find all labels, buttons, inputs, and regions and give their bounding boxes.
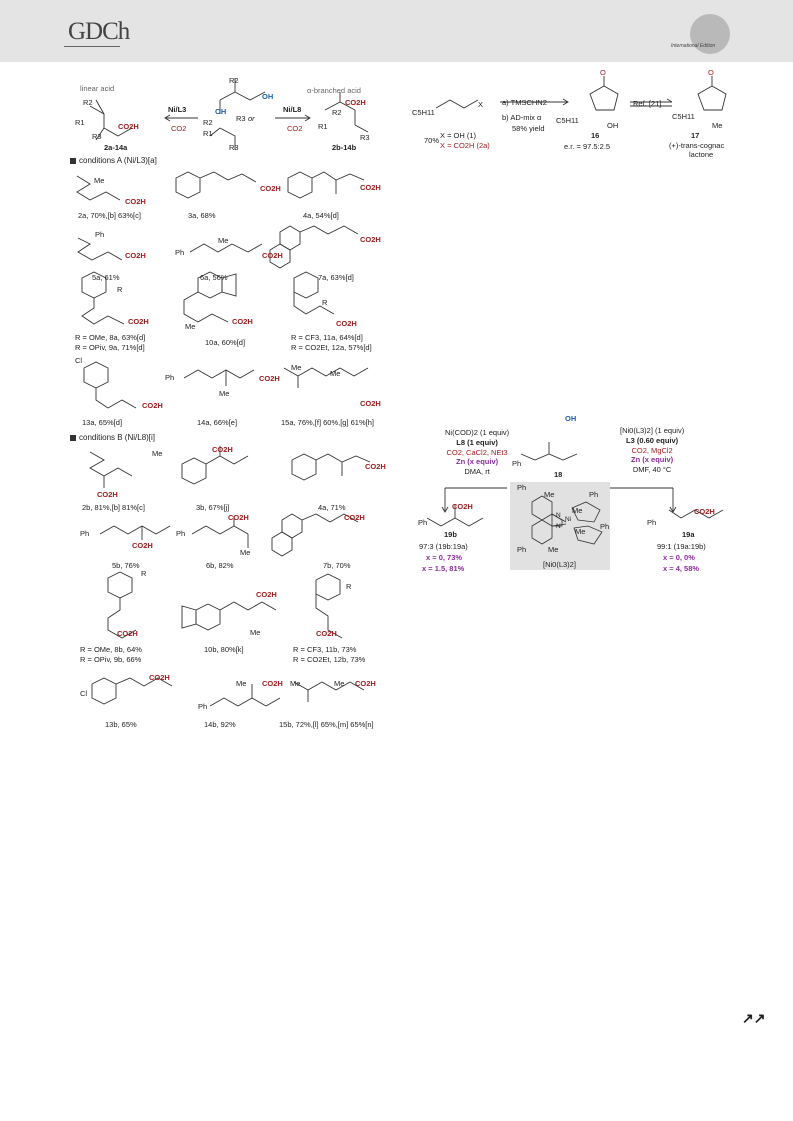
x-oh-1: X = OH (1) bbox=[440, 131, 477, 140]
ref-21: Ref. [21] bbox=[633, 99, 662, 108]
label-3b: 3b, 67%[j] bbox=[196, 503, 230, 512]
label-9a: R = OPiv, 9a, 71%[d] bbox=[75, 343, 145, 352]
me-15a-2: Me bbox=[330, 369, 341, 378]
conditions-a-structures bbox=[72, 168, 392, 438]
step-b: b) AD-mix α bbox=[502, 113, 542, 122]
co2h-15a: CO2H bbox=[360, 399, 381, 408]
co2h-8a: CO2H bbox=[128, 317, 149, 326]
label-6b: 6b, 82% bbox=[206, 561, 234, 570]
co2h-15b: CO2H bbox=[355, 679, 376, 688]
conditions-a-heading: conditions A (Ni/L3)[a] bbox=[70, 156, 157, 165]
r2-label-substrate: R2 bbox=[229, 76, 239, 85]
co2-left: CO2 bbox=[171, 124, 187, 133]
r3-label-branched: R3 bbox=[360, 133, 370, 142]
label-4a-b: 4a, 71% bbox=[318, 503, 346, 512]
me-2b: Me bbox=[152, 449, 163, 458]
left-conditions: Ni(COD)2 (1 equiv) L8 (1 equiv) CO2, CaCl2, NEt3 Zn (x equiv) DMA, rt bbox=[445, 428, 510, 476]
cognac-name: (+)-trans-cognac bbox=[669, 141, 725, 150]
oh-18: OH bbox=[565, 414, 577, 423]
label-7a: 7a, 63%[d] bbox=[318, 273, 354, 282]
n-complex-2: N bbox=[556, 523, 561, 530]
co2h-linear: CO2H bbox=[118, 122, 139, 131]
co2-right: CO2 bbox=[287, 124, 303, 133]
label-8a: R = OMe, 8a, 63%[d] bbox=[75, 333, 146, 342]
r-11b: R bbox=[346, 582, 352, 591]
co2h-5a: CO2H bbox=[125, 251, 146, 260]
co2h-2b: CO2H bbox=[97, 490, 118, 499]
co2h-7b: CO2H bbox=[344, 513, 365, 522]
label-19b: 19b bbox=[444, 530, 457, 539]
conditions-b-heading: conditions B (Ni/L8)[i] bbox=[70, 433, 155, 442]
co2h-11a: CO2H bbox=[336, 319, 357, 328]
label-14a: 14a, 66%[e] bbox=[197, 418, 238, 427]
complex-label: [Ni0(L3)2] bbox=[543, 560, 576, 569]
co2h-14a: CO2H bbox=[259, 374, 280, 383]
right-conditions: [Ni0(L3)2] (1 equiv) L3 (0.60 equiv) CO2, MgCl2 Zn (x equiv) DMF, 40 °C bbox=[620, 426, 685, 474]
co2h-19b: CO2H bbox=[452, 502, 473, 511]
ph-14a: Ph bbox=[165, 373, 175, 382]
co2h-branched: CO2H bbox=[345, 98, 366, 107]
x-19b-1: x = 0, 73% bbox=[426, 553, 463, 562]
x-19b-2: x = 1.5, 81% bbox=[422, 564, 465, 573]
me-complex-1: Me bbox=[544, 490, 555, 499]
label-10a: 10a, 60%[d] bbox=[205, 338, 246, 347]
oh-16: OH bbox=[607, 121, 619, 130]
ph-5b: Ph bbox=[80, 529, 90, 538]
label-3a: 3a, 68% bbox=[188, 211, 216, 220]
er-16: e.r. = 97.5:2.5 bbox=[564, 142, 611, 151]
me-17: Me bbox=[712, 121, 723, 130]
step-a: a) TMSCHN2 bbox=[502, 98, 547, 107]
co2h-13b: CO2H bbox=[149, 673, 170, 682]
r-11a: R bbox=[322, 298, 328, 307]
journal-header bbox=[0, 0, 793, 62]
r2-label-linear: R2 bbox=[83, 98, 93, 107]
ph-19a: Ph bbox=[647, 518, 657, 527]
logo-underline bbox=[64, 46, 120, 47]
co2h-8b: CO2H bbox=[117, 629, 138, 638]
ph-19b: Ph bbox=[418, 518, 428, 527]
ratio-19b: 97:3 (19b:19a) bbox=[419, 542, 468, 551]
ph-18: Ph bbox=[512, 459, 522, 468]
next-page-arrow-icon[interactable]: ↗↗ bbox=[742, 1010, 766, 1026]
label-2a: 2a, 70%,[b] 63%[c] bbox=[78, 211, 141, 220]
catalyst-right: Ni/L8 bbox=[283, 105, 302, 114]
ph-6a: Ph bbox=[175, 248, 185, 257]
r1-label-substrate: R1 bbox=[203, 129, 213, 138]
oh-label-substrate-2: OH bbox=[215, 107, 227, 116]
label-15b: 15b, 72%,[l] 65%,[m] 65%[n] bbox=[279, 720, 374, 729]
c5h11-16: C5H11 bbox=[556, 116, 579, 125]
me-complex-4: Me bbox=[548, 545, 559, 554]
me-14b: Me bbox=[236, 679, 247, 688]
co2h-2a: CO2H bbox=[125, 197, 146, 206]
me-15a-1: Me bbox=[291, 363, 302, 372]
r1-label-linear: R1 bbox=[75, 118, 85, 127]
label-11a: R = CF3, 11a, 64%[d] bbox=[291, 333, 363, 342]
label-12a: R = CO2Et, 12a, 57%[d] bbox=[291, 343, 372, 352]
label-11b: R = CF3, 11b, 73% bbox=[293, 645, 357, 654]
n-complex-1: N bbox=[556, 512, 561, 519]
me-10b: Me bbox=[250, 628, 261, 637]
co2h-10b: CO2H bbox=[256, 590, 277, 599]
x-label: X bbox=[478, 100, 484, 109]
me-15b-1: Me bbox=[290, 679, 301, 688]
ph-complex-3: Ph bbox=[600, 522, 610, 531]
ph-complex-2: Ph bbox=[589, 490, 599, 499]
co2h-5b: CO2H bbox=[132, 541, 153, 550]
pct-70: 70% bbox=[424, 136, 440, 145]
or-label: or bbox=[248, 114, 255, 123]
me-complex-3: Me bbox=[575, 527, 586, 536]
top-reaction-structures bbox=[70, 70, 450, 170]
label-8b: R = OMe, 8b, 64% bbox=[80, 645, 142, 654]
label-2b: 2b, 81%,[b] 81%[c] bbox=[82, 503, 145, 512]
label-12b: R = CO2Et, 12b, 73% bbox=[293, 655, 366, 664]
ph-14b: Ph bbox=[198, 702, 208, 711]
label-13a: 13a, 65%[d] bbox=[82, 418, 123, 427]
x-19a-2: x = 4, 58% bbox=[663, 564, 700, 573]
me-2a: Me bbox=[94, 176, 105, 185]
carbonyl-o-16: O bbox=[600, 68, 606, 77]
label-19a: 19a bbox=[682, 530, 695, 539]
r1-label-branched: R1 bbox=[318, 122, 328, 131]
r3-label-linear: R3 bbox=[92, 132, 102, 141]
product-linear-range: 2a-14a bbox=[104, 143, 128, 152]
me-6a: Me bbox=[218, 236, 229, 245]
me-14a: Me bbox=[219, 389, 230, 398]
r-8a: R bbox=[117, 285, 123, 294]
gdch-logo: GDCh bbox=[68, 18, 130, 45]
co2h-19a: CO2H bbox=[694, 507, 715, 516]
label-5b: 5b, 76% bbox=[112, 561, 140, 570]
co2h-4a: CO2H bbox=[360, 183, 381, 192]
cl-13b: Cl bbox=[80, 689, 88, 698]
catalyst-left: Ni/L3 bbox=[168, 105, 187, 114]
square-bullet-icon bbox=[70, 435, 76, 441]
ph-complex-1: Ph bbox=[517, 483, 527, 492]
label-5a: 5a, 61% bbox=[92, 273, 120, 282]
label-18: 18 bbox=[554, 470, 563, 479]
c5h11-17: C5H11 bbox=[672, 112, 695, 121]
me-10a: Me bbox=[185, 322, 196, 331]
cl-13a: Cl bbox=[75, 356, 83, 365]
me-complex-2: Me bbox=[572, 506, 583, 515]
label-4a: 4a, 54%[d] bbox=[303, 211, 339, 220]
oh-label-substrate: OH bbox=[262, 92, 274, 101]
square-bullet-icon bbox=[70, 158, 76, 164]
co2h-6b: CO2H bbox=[228, 513, 249, 522]
conditions-b-structures bbox=[72, 444, 392, 744]
label-9b: R = OPiv, 9b, 66% bbox=[80, 655, 142, 664]
co2h-7a: CO2H bbox=[360, 235, 381, 244]
branched-acid-label: α-branched acid bbox=[307, 86, 361, 95]
r2-label-substrate-2: R2 bbox=[203, 118, 213, 127]
label-6a: 6a, 56% bbox=[200, 273, 228, 282]
label-7b: 7b, 70% bbox=[323, 561, 351, 570]
r-8b: R bbox=[141, 569, 147, 578]
me-6b: Me bbox=[240, 548, 251, 557]
linear-acid-label: linear acid bbox=[80, 84, 115, 93]
ph-5a: Ph bbox=[95, 230, 105, 239]
cognac-name-2: lactone bbox=[689, 150, 714, 159]
r3-label-substrate: R3 bbox=[236, 114, 246, 123]
ph-complex-4: Ph bbox=[517, 545, 527, 554]
label-17: 17 bbox=[691, 131, 700, 140]
c5h11-start: C5H11 bbox=[412, 108, 435, 117]
ratio-19a: 99:1 (19a:19b) bbox=[657, 542, 706, 551]
me-15b-2: Me bbox=[334, 679, 345, 688]
label-10b: 10b, 80%[k] bbox=[204, 645, 244, 654]
co2h-3a: CO2H bbox=[260, 184, 281, 193]
co2h-3b: CO2H bbox=[212, 445, 233, 454]
co2h-4a-b: CO2H bbox=[365, 462, 386, 471]
edition-label: International Edition bbox=[671, 43, 716, 49]
x-19a-1: x = 0, 0% bbox=[663, 553, 695, 562]
label-14b: 14b, 92% bbox=[204, 720, 236, 729]
r3-label-substrate-2: R3 bbox=[229, 143, 239, 152]
r2-label-branched: R2 bbox=[332, 108, 342, 117]
label-13b: 13b, 65% bbox=[105, 720, 137, 729]
carbonyl-o-17: O bbox=[708, 68, 714, 77]
product-branched-range: 2b-14b bbox=[332, 143, 357, 152]
label-15a: 15a, 76%,[f] 60%,[g] 61%[h] bbox=[281, 418, 374, 427]
label-16: 16 bbox=[591, 131, 600, 140]
co2h-14b: CO2H bbox=[262, 679, 283, 688]
ph-6b: Ph bbox=[176, 529, 186, 538]
ni-center: Ni bbox=[565, 516, 572, 523]
co2h-13a: CO2H bbox=[142, 401, 163, 410]
co2h-6a: CO2H bbox=[262, 251, 283, 260]
co2h-10a: CO2H bbox=[232, 317, 253, 326]
co2h-11b: CO2H bbox=[316, 629, 337, 638]
x-co2h-2a: X = CO2H (2a) bbox=[440, 141, 490, 150]
step-yield: 58% yield bbox=[512, 124, 545, 133]
